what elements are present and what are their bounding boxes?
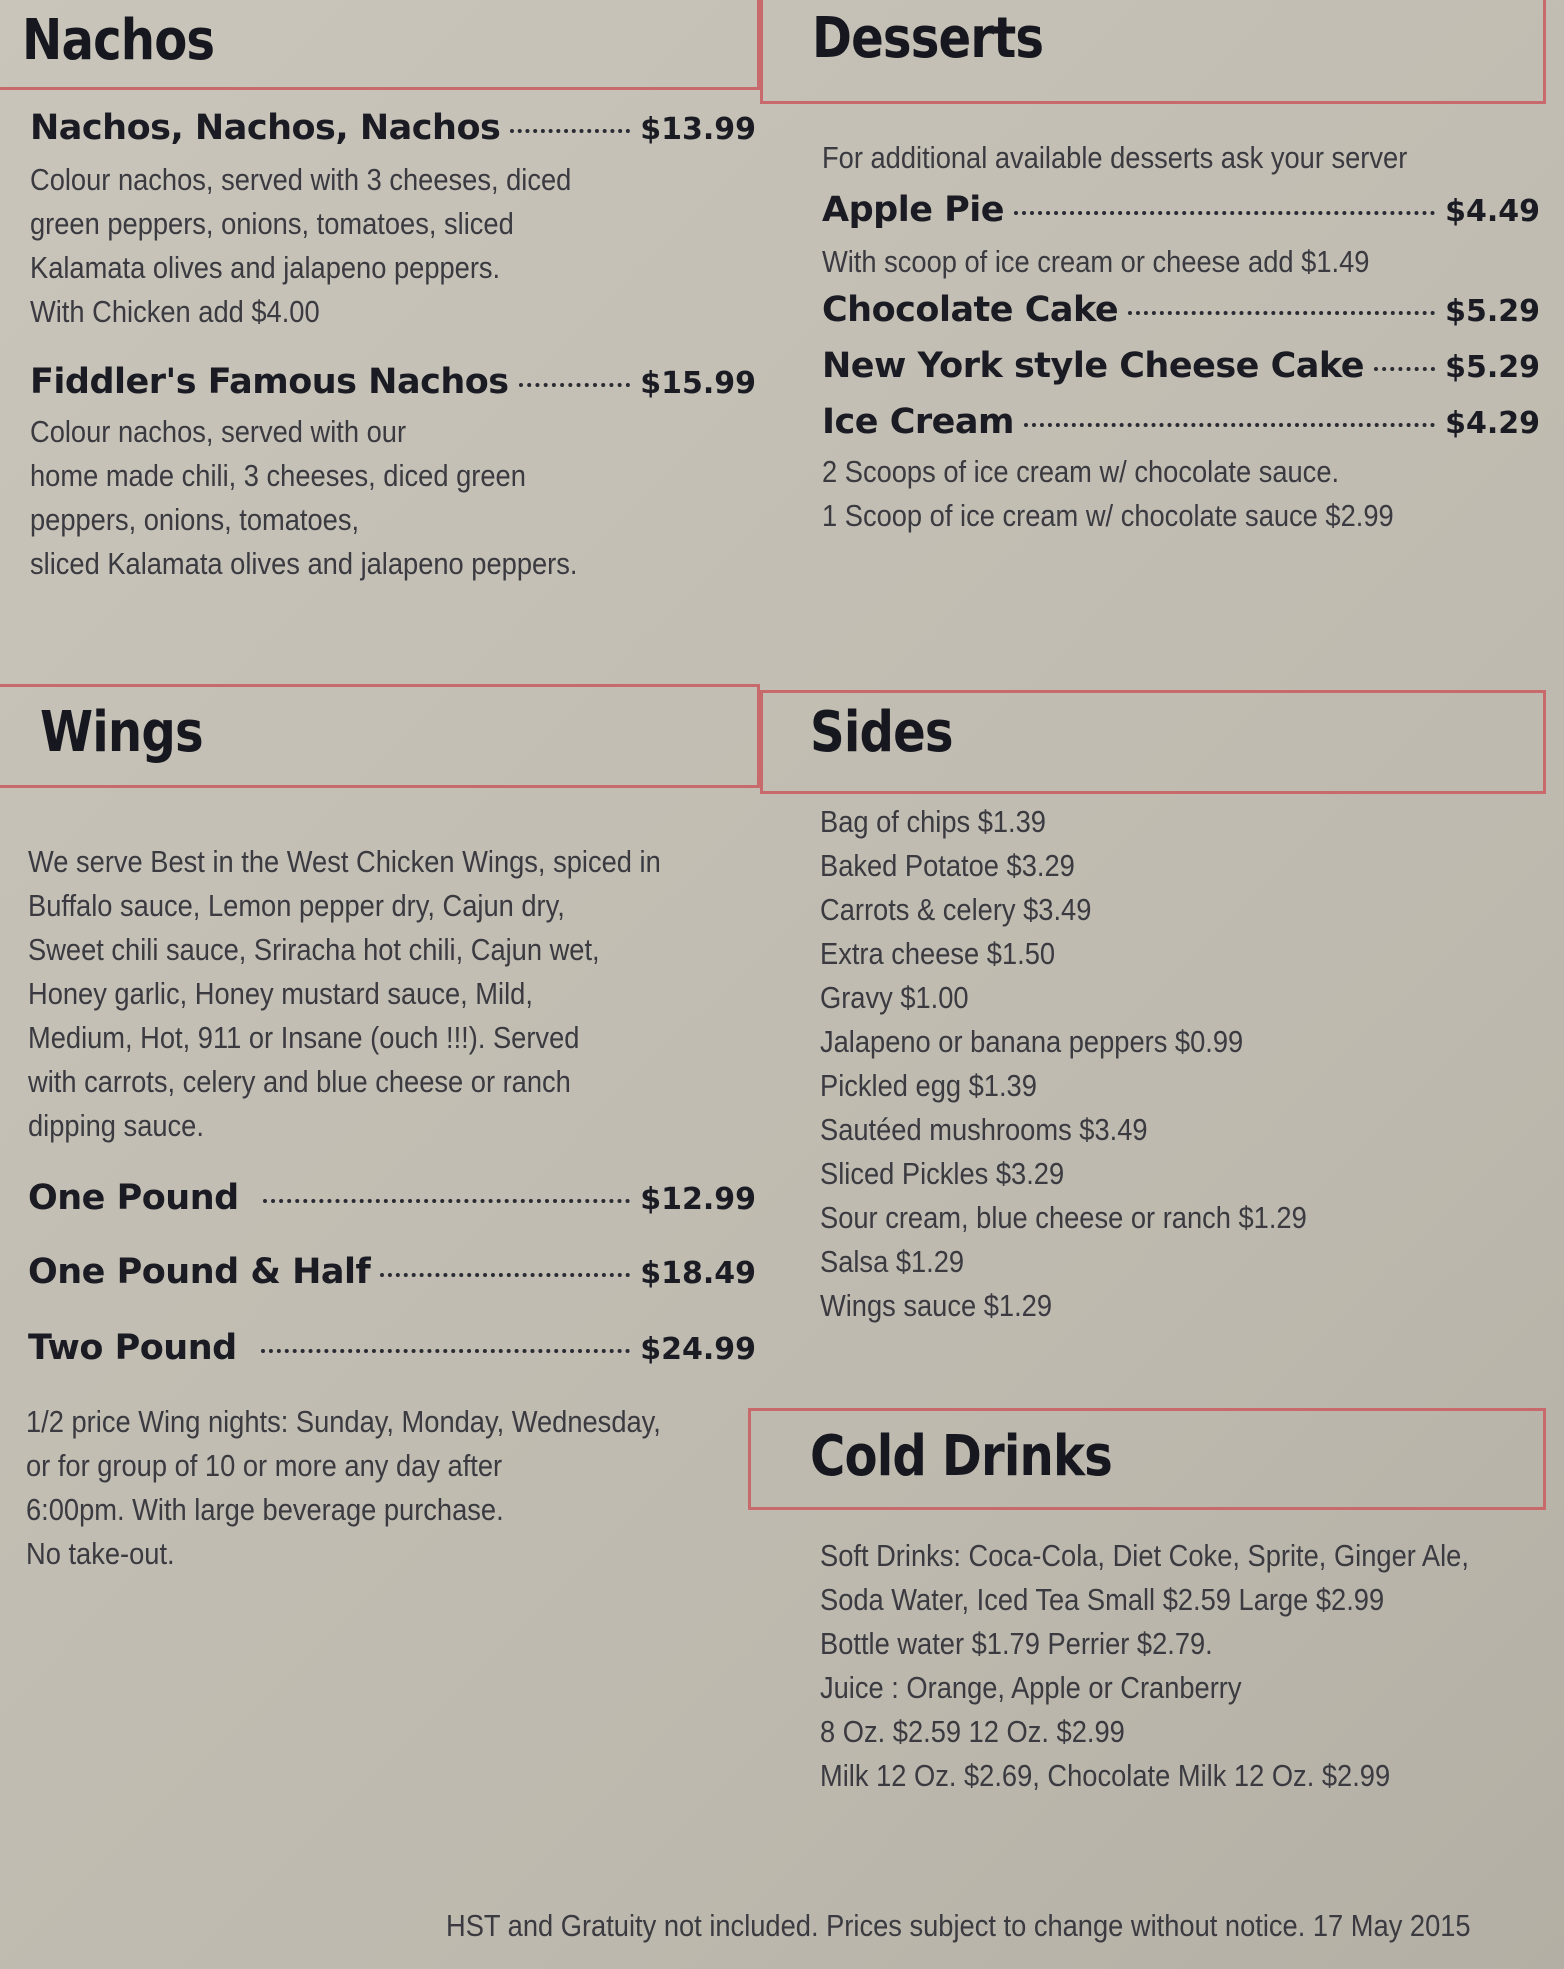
- note-line: or for group of 10 or more any day after: [26, 1448, 503, 1483]
- description-line: sliced Kalamata olives and jalapeno peppers.: [30, 546, 578, 581]
- item-description: [30, 410, 577, 586]
- description-line: Colour nachos, served with our: [30, 414, 407, 449]
- item-price: $18.49: [640, 1256, 756, 1291]
- item-description: [822, 450, 1394, 538]
- item-description: [30, 158, 571, 334]
- item-price: $15.99: [640, 366, 756, 401]
- side-item: Wings sauce $1.29: [820, 1288, 1053, 1323]
- side-item: Carrots & celery $3.49: [820, 892, 1092, 927]
- side-item: Baked Potatoe $3.29: [820, 848, 1075, 883]
- intro-line: dipping sauce.: [28, 1108, 204, 1143]
- item-price: $12.99: [640, 1182, 756, 1217]
- item-price: $13.99: [640, 112, 756, 147]
- description-line: Colour nachos, served with 3 cheeses, diced: [30, 162, 572, 197]
- side-item: Jalapeno or banana peppers $0.99: [820, 1024, 1244, 1059]
- menu-item-chocolate-cake: [822, 290, 1540, 330]
- description-line: Kalamata olives and jalapeno peppers.: [30, 250, 501, 285]
- item-name: One Pound: [28, 1178, 239, 1218]
- item-name: Apple Pie: [822, 190, 1005, 230]
- item-name: New York style Cheese Cake: [822, 346, 1364, 386]
- leader-dots: [380, 1273, 630, 1277]
- desserts-title: Desserts: [812, 6, 1044, 71]
- side-item: Gravy $1.00: [820, 980, 969, 1015]
- side-item: Sliced Pickles $3.29: [820, 1156, 1065, 1191]
- menu-item-one-pound: [28, 1178, 756, 1218]
- item-price: $24.99: [640, 1332, 756, 1367]
- menu-item-nachos-nachos-nachos: [30, 108, 756, 148]
- leader-dots: [510, 129, 630, 133]
- sides-list: [820, 800, 1307, 1328]
- side-item: Salsa $1.29: [820, 1244, 965, 1279]
- menu-item-apple-pie: [822, 190, 1540, 230]
- item-name: Two Pound: [28, 1328, 237, 1368]
- side-item: Sautéed mushrooms $3.49: [820, 1112, 1148, 1147]
- side-item: Extra cheese $1.50: [820, 936, 1056, 971]
- item-name: Nachos, Nachos, Nachos: [30, 108, 501, 148]
- desserts-note: For additional available desserts ask your server: [822, 140, 1408, 175]
- intro-line: Honey garlic, Honey mustard sauce, Mild,: [28, 976, 533, 1011]
- item-name: Ice Cream: [822, 402, 1014, 442]
- intro-line: Buffalo sauce, Lemon pepper dry, Cajun dry,: [28, 888, 565, 923]
- description-line: home made chili, 3 cheeses, diced green: [30, 458, 526, 493]
- drink-line: Soda Water, Iced Tea Small $2.59 Large $2.99: [820, 1582, 1385, 1617]
- wings-title: Wings: [40, 700, 203, 765]
- leader-dots: [1374, 367, 1435, 371]
- item-price: $5.29: [1445, 350, 1540, 385]
- cold-drinks-title: Cold Drinks: [810, 1424, 1112, 1489]
- item-name: Chocolate Cake: [822, 290, 1119, 330]
- item-price: $5.29: [1445, 294, 1540, 329]
- intro-line: Medium, Hot, 911 or Insane (ouch !!!). Served: [28, 1020, 580, 1055]
- wings-note: [26, 1400, 661, 1576]
- item-name: One Pound & Half: [28, 1252, 371, 1292]
- item-name: Fiddler's Famous Nachos: [30, 362, 509, 402]
- footer-disclaimer: HST and Gratuity not included. Prices subject to change without notice. 17 May 2015: [446, 1908, 1471, 1943]
- leader-dots: [1014, 211, 1435, 215]
- side-item: Pickled egg $1.39: [820, 1068, 1037, 1103]
- drink-line: Soft Drinks: Coca-Cola, Diet Coke, Sprite, Ginger Ale,: [820, 1538, 1469, 1573]
- description-line: 1 Scoop of ice cream w/ chocolate sauce $2.99: [822, 498, 1394, 533]
- intro-line: with carrots, celery and blue cheese or ranch: [28, 1064, 571, 1099]
- drink-line: 8 Oz. $2.59 12 Oz. $2.99: [820, 1714, 1125, 1749]
- leader-dots: [261, 1349, 631, 1353]
- leader-dots: [1024, 423, 1435, 427]
- side-item: Sour cream, blue cheese or ranch $1.29: [820, 1200, 1307, 1235]
- drink-line: Bottle water $1.79 Perrier $2.79.: [820, 1626, 1213, 1661]
- nachos-title: Nachos: [22, 8, 215, 73]
- note-line: 6:00pm. With large beverage purchase.: [26, 1492, 504, 1527]
- sides-title: Sides: [810, 700, 953, 765]
- description-line: With Chicken add $4.00: [30, 294, 320, 329]
- description-line: green peppers, onions, tomatoes, sliced: [30, 206, 514, 241]
- drink-line: Juice : Orange, Apple or Cranberry: [820, 1670, 1242, 1705]
- cold-drinks-list: [820, 1534, 1469, 1798]
- description-line: 2 Scoops of ice cream w/ chocolate sauce.: [822, 454, 1340, 489]
- menu-item-ice-cream: [822, 402, 1540, 442]
- note-line: No take-out.: [26, 1536, 175, 1571]
- menu-item-two-pound: [28, 1328, 756, 1368]
- leader-dots: [1128, 311, 1435, 315]
- intro-line: We serve Best in the West Chicken Wings, spiced in: [28, 844, 661, 879]
- leader-dots: [263, 1199, 631, 1203]
- side-item: Bag of chips $1.39: [820, 804, 1046, 839]
- item-price: $4.49: [1445, 194, 1540, 229]
- item-description: [822, 240, 1369, 284]
- drink-line: Milk 12 Oz. $2.69, Chocolate Milk 12 Oz. $2.99: [820, 1758, 1391, 1793]
- description-line: peppers, onions, tomatoes,: [30, 502, 360, 537]
- menu-item-one-pound-half: [28, 1252, 756, 1292]
- wings-intro: [28, 840, 661, 1148]
- description-line: With scoop of ice cream or cheese add $1.49: [822, 244, 1370, 279]
- item-price: $4.29: [1445, 406, 1540, 441]
- note-line: 1/2 price Wing nights: Sunday, Monday, Wednesday,: [26, 1404, 661, 1439]
- leader-dots: [519, 383, 631, 387]
- menu-item-fiddlers-famous-nachos: [30, 362, 756, 402]
- intro-line: Sweet chili sauce, Sriracha hot chili, Cajun wet,: [28, 932, 600, 967]
- menu-item-new-york-cheese-cake: [822, 346, 1540, 386]
